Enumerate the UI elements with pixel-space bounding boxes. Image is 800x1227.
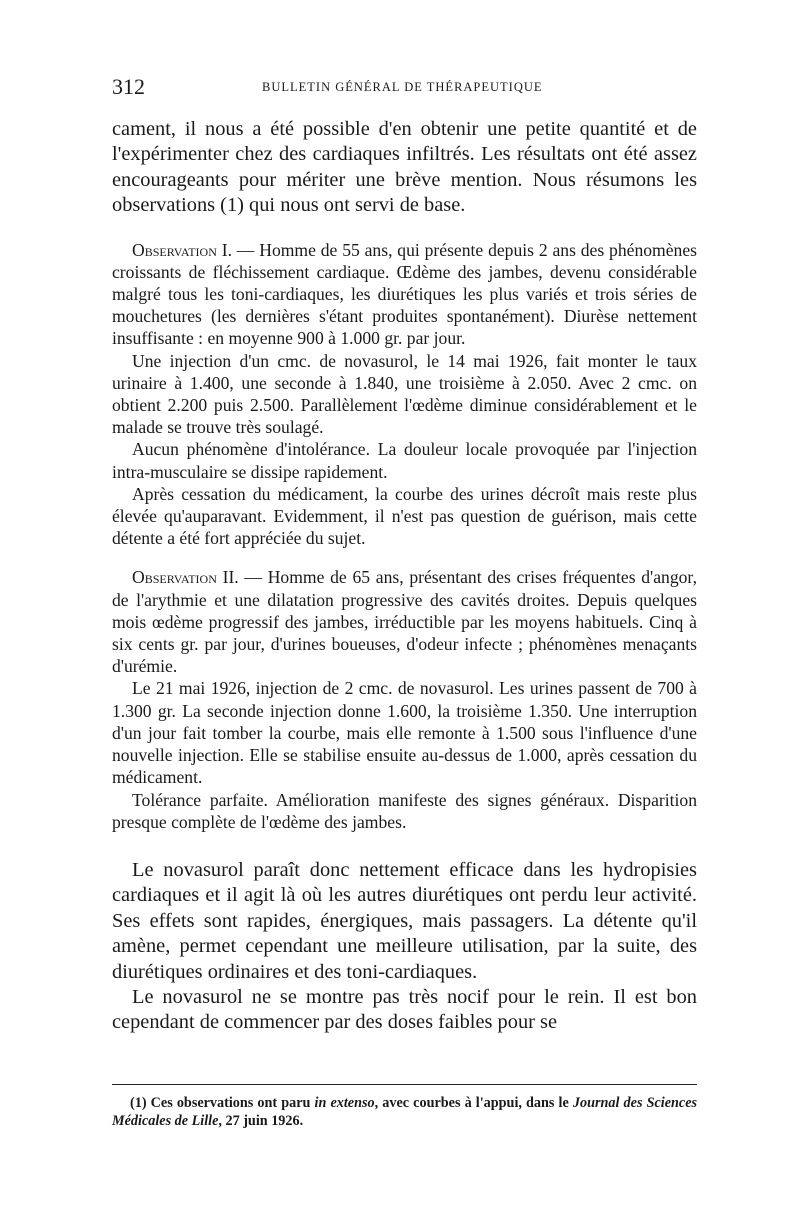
observation-2-text: — Homme de 65 ans, présentant des crises fréquentes d'angor, de l'arythmie et une dilatation progressive des cavités droites. Depuis quelques mois œdème progressif des jambes, irréductible par les moyens habituels. Cinq à six cents gr. par jour, d'urines boueuses, d'odeur infecte ; phénomènes menaçants d'urémie. xyxy=(112,567,697,677)
footnote-rule xyxy=(112,1084,697,1085)
observation-2-injection-paragraph: Le 21 mai 1926, injection de 2 cmc. de novasurol. Les urines passent de 700 à 1.300 gr. La seconde injection donne 1.600, la troisième 1.350. Une interruption d'un jour fait tomber la courbe, mais elle remonte à 1.500 sous l'influence d'une nouvelle injection. Elle se stabilise ensuite au-dessus de 1.000, après cessation du médicament. xyxy=(112,678,697,788)
footnote-journal-title: Journal des Sciences Médicales de Lille xyxy=(112,1095,698,1129)
observation-1-injection-paragraph: Une injection d'un cmc. de novasurol, le 14 mai 1926, fait monter le taux urinaire à 1.400, une seconde à 1.840, une troisième à 2.050. Avec 2 cmc. on obtient 2.200 puis 2.500. Parallèlement l'œdème diminue considérablement et le malade se trouve très soulagé. xyxy=(112,350,697,438)
body-text xyxy=(112,117,697,1036)
observation-1-paragraph xyxy=(112,239,697,350)
observation-1-label: Observation I. xyxy=(132,239,232,260)
observation-2-label: Observation II. xyxy=(132,567,239,588)
page-header xyxy=(112,72,697,102)
observation-1-text: — Homme de 55 ans, qui présente depuis 2 ans des phénomènes croissants de fléchissement cardiaque. Œdème des jambes, devenu considérable malgré tous les toni-cardiaques, les diurétiques les plus variés et trois séries de mouchetures (les dernières s'étant produites spontanément). Diurèse nettement insuffisante : en moyenne 900 à 1.000 gr. par jour. xyxy=(112,239,697,349)
footnote-date: , 27 juin 1926. xyxy=(218,1113,304,1129)
observation-1-outcome-paragraph: Après cessation du médicament, la courbe des urines décroît mais reste plus élevée qu'auparavant. Evidemment, il n'est pas question de guérison, mais cette détente a été fort appréciée du sujet. xyxy=(112,483,697,549)
footnote-text-start: (1) Ces observations ont paru xyxy=(130,1095,315,1111)
footnote-italic-in-extenso: in extenso xyxy=(314,1095,375,1111)
observation-2-tolerance-paragraph: Tolérance parfaite. Amélioration manifeste des signes généraux. Disparition presque complète de l'œdème des jambes. xyxy=(112,789,697,832)
running-title: BULLETIN GÉNÉRAL DE THÉRAPEUTIQUE xyxy=(262,80,543,94)
page-number: 312 xyxy=(112,74,145,99)
conclusion-paragraph: Le novasurol paraît donc nettement efficace dans les hydropisies cardiaques et il agit là où les autres diurétiques ont perdu leur activité. Ses effets sont rapides, énergiques, mais passagers. La détente qu'il amène, permet cependant une meilleure utilisation, par la suite, des diurétiques ordinaires et des toni-cardiaques. xyxy=(112,858,697,983)
observation-2-paragraph xyxy=(112,566,697,677)
footnote-text-middle: , avec courbes à l'appui, dans le xyxy=(374,1095,573,1111)
observation-1-tolerance-paragraph: Aucun phénomène d'intolérance. La douleur locale provoquée par l'injection intra-musculaire se dissipe rapidement. xyxy=(112,439,697,482)
kidney-paragraph: Le novasurol ne se montre pas très nocif pour le rein. Il est bon cependant de commencer par des doses faibles pour se xyxy=(112,985,697,1034)
intro-paragraph: cament, il nous a été possible d'en obtenir une petite quantité et de l'expérimenter chez des cardiaques infiltrés. Les résultats ont été assez encourageants pour mériter une brève mention. Nous résumons les observations (1) qui nous ont servi de base. xyxy=(112,118,697,217)
footnote xyxy=(112,1094,697,1130)
